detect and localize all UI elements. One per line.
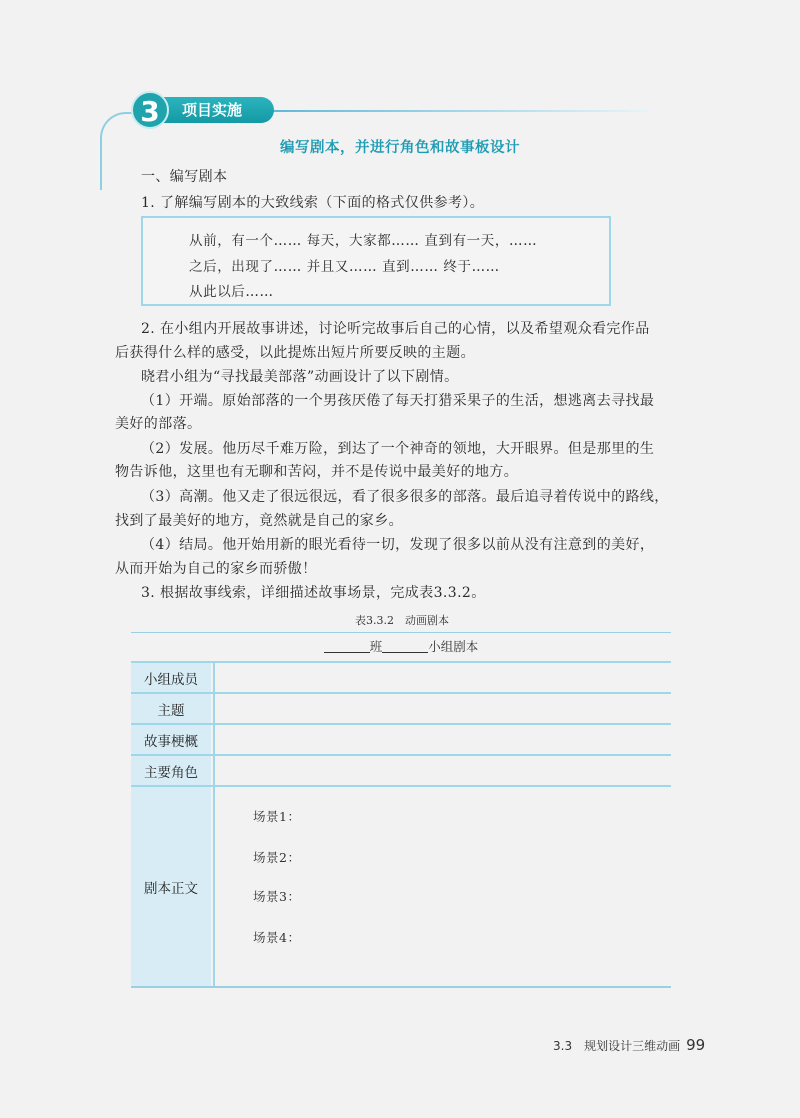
footer-section: 3.3 规划设计三维动画 [553, 1039, 681, 1053]
page-footer [553, 1036, 705, 1054]
row-label: 故事梗概 [131, 725, 211, 754]
table-header [131, 633, 671, 661]
plot-2-line-2: 物告诉他，这里也有无聊和苦闷，并不是传说中最美好的地方。 [115, 464, 519, 480]
scene-4: 场景4： [253, 930, 301, 945]
story-line-3: 从此以后…… [189, 284, 274, 300]
project-label-badge [160, 97, 274, 123]
item-1: 1. 了解编写剧本的大致线索（下面的格式仅供参考）。 [141, 195, 485, 211]
row-label: 小组成员 [131, 663, 211, 692]
item-2-line-2: 后获得什么样的感受，以此提炼出短片所要反映的主题。 [115, 345, 475, 361]
plot-3-line-1: （3）高潮。他又走了很远很远，看了很多很多的部落。最后追寻着传说中的路线， [141, 489, 669, 505]
table-row-script-body [131, 785, 671, 986]
row-label: 主要角色 [131, 756, 211, 785]
scene-3: 场景3： [253, 889, 301, 904]
header-class-label: 班 [369, 639, 383, 654]
plot-3-line-2: 找到了最美好的地方，竟然就是自己的家乡。 [115, 513, 403, 529]
project-number-badge: 3 [131, 91, 169, 129]
scene-2: 场景2： [253, 850, 301, 865]
plot-intro: 晓君小组为“寻找最美部落”动画设计了以下剧情。 [141, 369, 459, 385]
table-row-characters [131, 754, 671, 785]
characters-cell[interactable] [213, 756, 671, 785]
row-label: 主题 [131, 694, 211, 723]
header-rule [270, 110, 650, 112]
row-label: 剧本正文 [131, 787, 211, 986]
plot-4-line-1: （4）结局。他开始用新的眼光看待一切，发现了很多以前从没有注意到的美好， [141, 537, 655, 553]
header-script-label: 小组剧本 [428, 639, 479, 654]
story-line-2: 之后，出现了…… 并且又…… 直到…… 终于…… [189, 259, 500, 275]
table-row-theme [131, 692, 671, 723]
plot-4-line-2: 从而开始为自己的家乡而骄傲！ [115, 561, 317, 577]
story-line-1: 从前，有一个…… 每天，大家都…… 直到有一天，…… [189, 233, 538, 249]
table-bottom-rule [131, 986, 671, 988]
section-title: 编写剧本，并进行角色和故事板设计 [280, 140, 520, 156]
header-curve-decoration [100, 112, 136, 190]
table-row-synopsis [131, 723, 671, 754]
item-2-line-1: 2. 在小组内开展故事讲述，讨论听完故事后自己的心情，以及希望观众看完作品 [141, 321, 650, 337]
plot-1-line-1: （1）开端。原始部落的一个男孩厌倦了每天打猎采果子的生活，想逃离去寻找最 [141, 393, 655, 409]
item-3: 3. 根据故事线索，详细描述故事场景，完成表3.3.2。 [141, 585, 486, 601]
page-number: 99 [686, 1036, 706, 1054]
group-blank[interactable] [382, 639, 428, 653]
plot-2-line-1: （2）发展。他历尽千难万险，到达了一个神奇的领地，大开眼界。但是那里的生 [141, 441, 655, 457]
table-caption: 表3.3.2 动画剧本 [355, 614, 449, 627]
project-label: 项目实施 [182, 101, 243, 119]
story-template-box [141, 216, 611, 306]
scene-1: 场景1： [253, 809, 301, 824]
members-cell[interactable] [213, 663, 671, 692]
plot-1-line-2: 美好的部落。 [115, 416, 202, 432]
table-row-members [131, 661, 671, 692]
heading-write-script: 一、编写剧本 [141, 169, 228, 185]
theme-cell[interactable] [213, 694, 671, 723]
class-blank[interactable] [324, 639, 370, 653]
synopsis-cell[interactable] [213, 725, 671, 754]
